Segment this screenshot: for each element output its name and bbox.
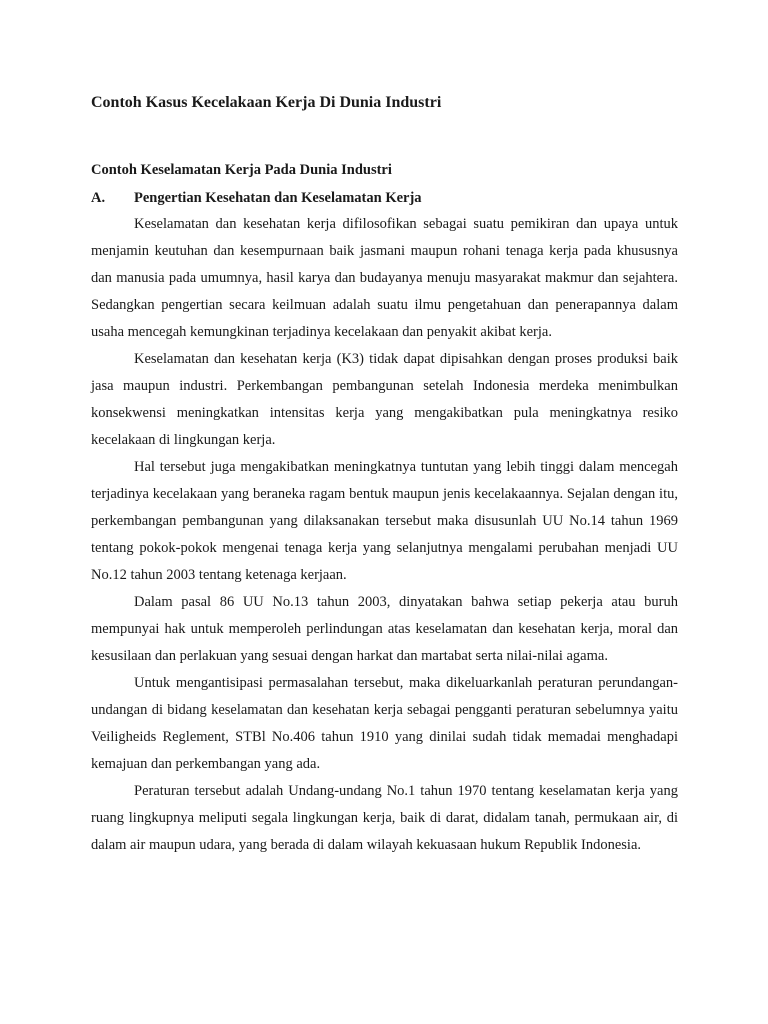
subsection-heading [91, 189, 678, 207]
subsection-title: Pengertian Kesehatan dan Keselamatan Kerja [134, 190, 422, 206]
subsection-number: A. [91, 190, 106, 206]
section-title: Contoh Keselamatan Kerja Pada Dunia Industri [91, 162, 392, 178]
paragraph: Hal tersebut juga mengakibatkan meningkatnya tuntutan yang lebih tinggi dalam mencegah terjadinya kecelakaan yang beraneka ragam bentuk maupun jenis kecelakaannya. Sejalan dengan itu, perkembangan pembangunan yang dilaksanakan tersebut maka disusunlah UU No.14 tahun 1969 tentang pokok-pokok mengenai tenaga kerja yang selanjutnya mengalami perubahan menjadi UU No.12 tahun 2003 tentang ketenaga kerjaan. [91, 459, 678, 583]
body-text [91, 211, 678, 859]
paragraph: Keselamatan dan kesehatan kerja (K3) tidak dapat dipisahkan dengan proses produksi baik jasa maupun industri. Perkembangan pembangunan setelah Indonesia merdeka menimbulkan konsekwensi meningkatkan intensitas kerja yang mengakibatkan pula meningkatnya resiko kecelakaan di lingkungan kerja. [91, 351, 678, 448]
paragraph: Keselamatan dan kesehatan kerja difilosofikan sebagai suatu pemikiran dan upaya untuk menjamin keutuhan dan kesempurnaan baik jasmani maupun rohani tenaga kerja pada khususnya dan manusia pada umumnya, hasil karya dan budayanya menuju masyarakat makmur dan sejahtera. Sedangkan pengertian secara keilmuan adalah suatu ilmu pengetahuan dan penerapannya dalam usaha mencegah kemungkinan terjadinya kecelakaan dan penyakit akibat kerja. [91, 216, 678, 340]
paragraph: Dalam pasal 86 UU No.13 tahun 2003, dinyatakan bahwa setiap pekerja atau buruh mempunyai hak untuk memperoleh perlindungan atas keselamatan dan kesehatan kerja, moral dan kesusilaan dan perlakuan yang sesuai dengan harkat dan martabat serta nilai-nilai agama. [91, 594, 678, 664]
paragraph: Untuk mengantisipasi permasalahan tersebut, maka dikeluarkanlah peraturan perundangan-undangan di bidang keselamatan dan kesehatan kerja sebagai pengganti peraturan sebelumnya yaitu Veiligheids Reglement, STBl No.406 tahun 1910 yang dinilai sudah tidak memadai menghadapi kemajuan dan perkembangan yang ada. [91, 675, 678, 772]
paragraph: Peraturan tersebut adalah Undang-undang No.1 tahun 1970 tentang keselamatan kerja yang ruang lingkupnya meliputi segala lingkungan kerja, baik di darat, didalam tanah, permukaan air, di dalam air maupun udara, yang berada di dalam wilayah kekuasaan hukum Republik Indonesia. [91, 783, 678, 853]
document-title: Contoh Kasus Kecelakaan Kerja Di Dunia Industri [91, 94, 442, 111]
